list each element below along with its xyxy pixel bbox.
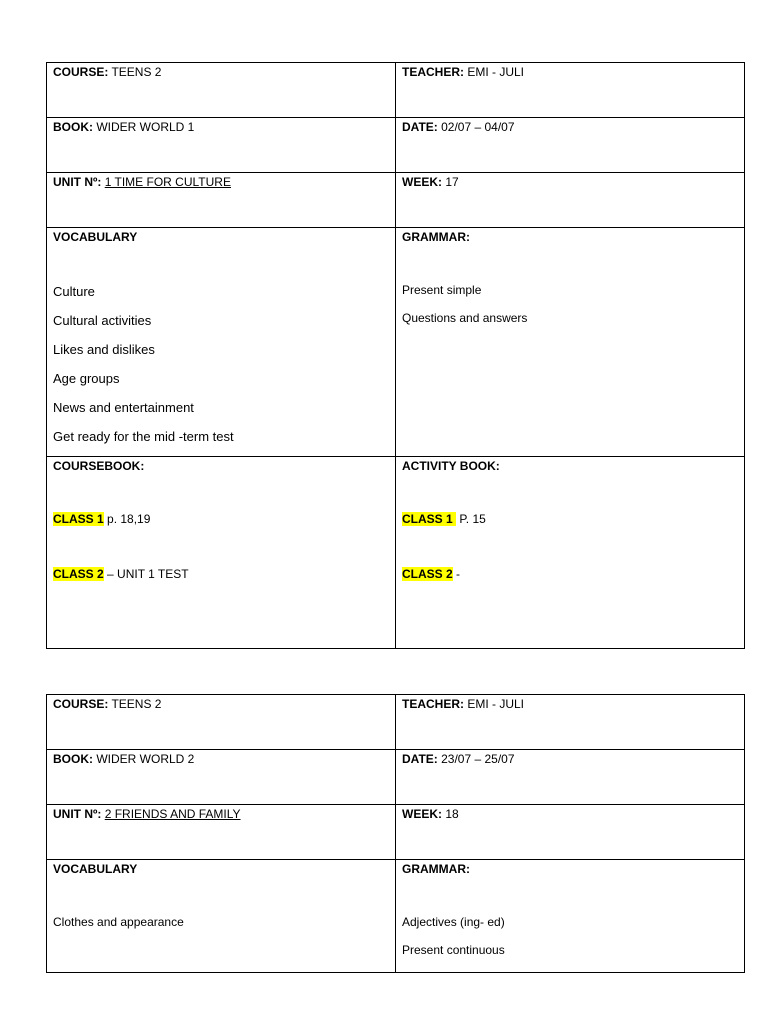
- teacher-cell: [396, 63, 745, 118]
- course-cell: [47, 695, 396, 750]
- vocabulary-label: VOCABULARY: [53, 862, 138, 876]
- activity-class-2: [402, 567, 738, 582]
- course-value: TEENS 2: [111, 65, 162, 79]
- grammar-item: Present continuous: [402, 943, 505, 957]
- vocabulary-cell: [47, 228, 396, 457]
- activity-book-cell: [396, 457, 745, 649]
- vocabulary-item: Culture: [53, 284, 95, 299]
- grammar-item: Adjectives (ing- ed): [402, 915, 505, 929]
- grammar-label: GRAMMAR:: [402, 230, 470, 244]
- class-1-highlight: CLASS 1: [53, 512, 104, 526]
- unit-label: UNIT Nº:: [53, 175, 102, 189]
- lesson-plan-table-2: [46, 694, 745, 973]
- unit-label: UNIT Nº:: [53, 807, 102, 821]
- teacher-value: EMI - JULI: [467, 65, 525, 79]
- book-cell: [47, 750, 396, 805]
- grammar-cell: [396, 860, 745, 973]
- vocabulary-label: VOCABULARY: [53, 230, 138, 244]
- unit-value: 2 FRIENDS AND FAMILY: [104, 807, 241, 821]
- grammar-item: Present simple: [402, 283, 482, 297]
- activity-book-label: ACTIVITY BOOK:: [402, 459, 500, 473]
- teacher-value: EMI - JULI: [467, 697, 525, 711]
- teacher-label: TEACHER:: [402, 697, 464, 711]
- book-value: WIDER WORLD 2: [96, 752, 195, 766]
- class-1-highlight: CLASS 1: [402, 512, 457, 526]
- week-cell: [396, 805, 745, 860]
- week-label: WEEK:: [402, 807, 442, 821]
- week-label: WEEK:: [402, 175, 442, 189]
- teacher-cell: [396, 695, 745, 750]
- coursebook-class-1: [53, 512, 389, 527]
- date-value: 23/07 – 25/07: [441, 752, 515, 766]
- vocabulary-item: Likes and dislikes: [53, 342, 155, 357]
- grammar-cell: [396, 228, 745, 457]
- class-1-text: P. 15: [456, 512, 486, 526]
- book-label: BOOK:: [53, 752, 93, 766]
- book-cell: [47, 118, 396, 173]
- unit-cell: [47, 173, 396, 228]
- course-label: COURSE:: [53, 65, 109, 79]
- week-value: 18: [445, 807, 459, 821]
- class-2-highlight: CLASS 2: [402, 567, 453, 581]
- date-label: DATE:: [402, 120, 438, 134]
- date-value: 02/07 – 04/07: [441, 120, 515, 134]
- course-label: COURSE:: [53, 697, 109, 711]
- date-cell: [396, 118, 745, 173]
- week-value: 17: [445, 175, 459, 189]
- class-2-highlight: CLASS 2: [53, 567, 104, 581]
- course-cell: [47, 63, 396, 118]
- grammar-label: GRAMMAR:: [402, 862, 470, 876]
- vocabulary-cell: [47, 860, 396, 973]
- coursebook-cell: [47, 457, 396, 649]
- class-1-text: p. 18,19: [103, 512, 151, 526]
- grammar-item: Questions and answers: [402, 311, 528, 325]
- coursebook-label: COURSEBOOK:: [53, 459, 145, 473]
- course-value: TEENS 2: [111, 697, 162, 711]
- teacher-label: TEACHER:: [402, 65, 464, 79]
- vocabulary-item: Cultural activities: [53, 313, 152, 328]
- class-2-text: -: [452, 567, 461, 581]
- week-cell: [396, 173, 745, 228]
- book-label: BOOK:: [53, 120, 93, 134]
- book-value: WIDER WORLD 1: [96, 120, 195, 134]
- date-label: DATE:: [402, 752, 438, 766]
- date-cell: [396, 750, 745, 805]
- activity-class-1: [402, 512, 738, 527]
- unit-value: 1 TIME FOR CULTURE: [104, 175, 231, 189]
- vocabulary-item: Clothes and appearance: [53, 915, 184, 929]
- vocabulary-item: Age groups: [53, 371, 120, 386]
- coursebook-class-2: [53, 567, 389, 582]
- class-2-text: – UNIT 1 TEST: [103, 567, 189, 581]
- unit-cell: [47, 805, 396, 860]
- lesson-plan-table-1: [46, 62, 745, 649]
- vocabulary-item: Get ready for the mid -term test: [53, 429, 234, 444]
- vocabulary-item: News and entertainment: [53, 400, 194, 415]
